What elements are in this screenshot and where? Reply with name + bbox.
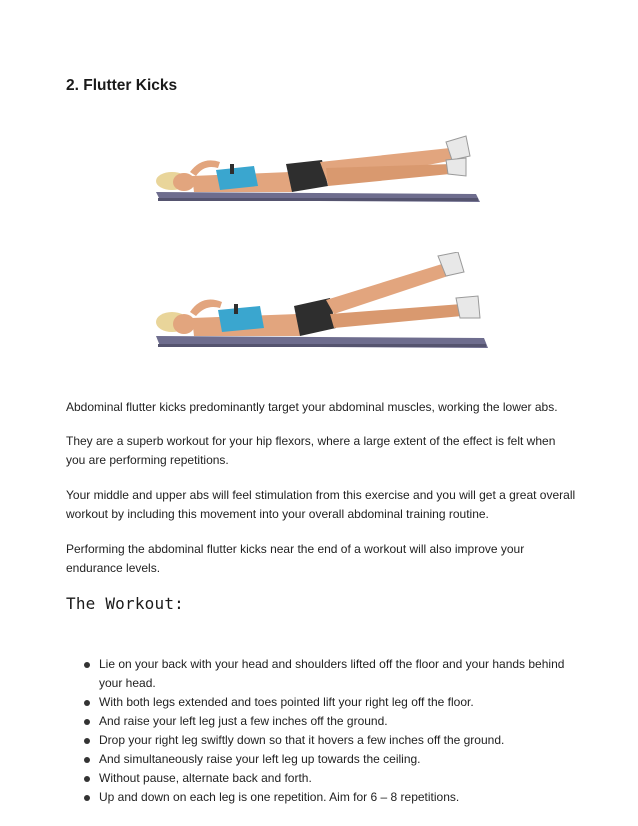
step-text: With both legs extended and toes pointed lift your right leg off the floor. [99,695,474,709]
head [173,314,195,334]
step-text: Lie on your back with your head and shoulders lifted off the floor and your hands behind your head. [99,657,565,690]
workout-steps-list [84,655,584,807]
step-text: And simultaneously raise your left leg up towards the ceiling. [99,752,421,766]
paragraph-intro: Abdominal flutter kicks predominantly target your abdominal muscles, working the lower abs. [66,400,558,414]
head [173,173,195,191]
list-item [84,731,584,750]
exercise-figure-bottom [150,252,490,356]
list-item [84,655,584,693]
step-text: And raise your left leg just a few inches off the ground. [99,714,388,728]
step-text: Without pause, alternate back and forth. [99,771,312,785]
paragraph-middle-upper-abs: Your middle and upper abs will feel stimulation from this exercise and you will get a great overall workout by including this movement into your overall abdominal training routine. [66,488,576,521]
list-item [84,712,584,731]
arm [190,300,222,316]
arm [190,160,220,176]
bullet-icon [84,776,90,782]
list-item [84,750,584,769]
shoe-left [456,296,480,318]
list-item [84,693,584,712]
bullet-icon [84,795,90,801]
bullet-icon [84,700,90,706]
step-text: Up and down on each leg is one repetition. Aim for 6 – 8 repetitions. [99,790,460,804]
workout-heading: The Workout: [66,594,184,613]
sports-top [218,306,264,332]
bullet-icon [84,738,90,744]
list-item [84,788,584,807]
bullet-icon [84,719,90,725]
bullet-icon [84,662,90,668]
paragraph-endurance: Performing the abdominal flutter kicks near the end of a workout will also improve your endurance levels. [66,542,525,575]
paragraph-hip-flexors: They are a superb workout for your hip flexors, where a large extent of the effect is felt when you are performing repetitions. [66,434,556,467]
list-item [84,769,584,788]
sports-top [216,166,258,190]
exercise-figure-top [150,134,490,212]
shoe-left [446,158,466,176]
step-text: Drop your right leg swiftly down so that it hovers a few inches off the ground. [99,733,505,747]
section-title: 2. Flutter Kicks [66,77,178,94]
bullet-icon [84,757,90,763]
